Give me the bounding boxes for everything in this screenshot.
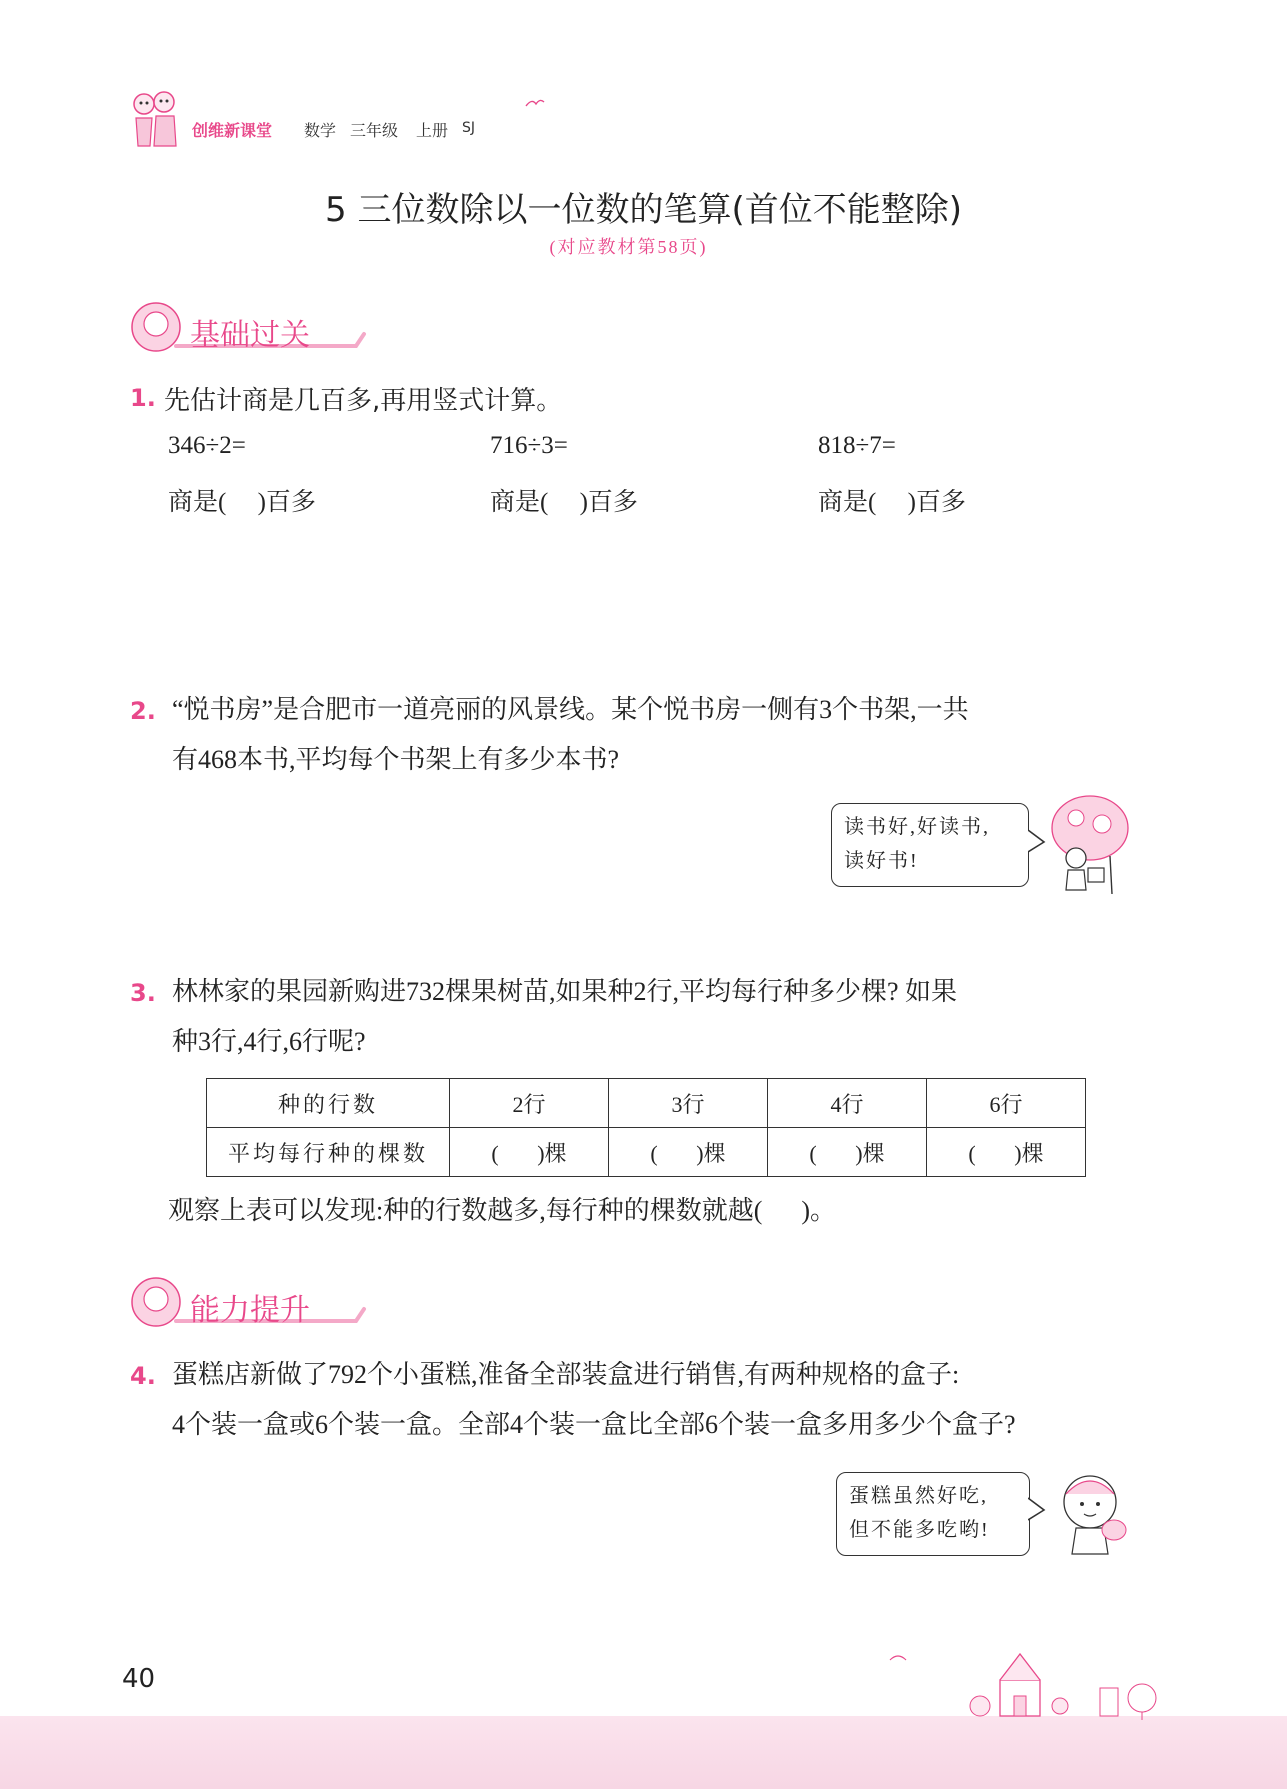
table-row-rows — [207, 1079, 1086, 1128]
girl-reading-tree-icon — [1046, 790, 1132, 900]
question-2-line-2: 有468本书,平均每个书架上有多少本书? — [172, 745, 620, 774]
question-number-2: 2. — [130, 697, 156, 725]
question-number-3: 3. — [130, 979, 156, 1007]
section-title-advanced: 能力提升 — [190, 1293, 310, 1328]
table-cell-rows-4: 4行 — [768, 1079, 927, 1128]
speech-bubble-reading — [831, 803, 1029, 887]
bubble-tail-icon — [1028, 1496, 1048, 1522]
q1-expression-3: 818÷7= — [818, 432, 896, 459]
table-blank-3[interactable]: ( )棵 — [609, 1128, 768, 1177]
section-title-basic: 基础过关 — [190, 318, 310, 353]
question-number-1: 1. — [130, 384, 156, 412]
table-header-average: 平均每行种的棵数 — [207, 1128, 450, 1177]
bird-icon — [524, 96, 546, 112]
header-logo-kids — [126, 88, 182, 152]
table-cell-rows-2: 2行 — [450, 1079, 609, 1128]
question-3-conclusion: 观察上表可以发现:种的行数越多,每行种的棵数就越( )。 — [168, 1196, 837, 1225]
table-cell-rows-3: 3行 — [609, 1079, 768, 1128]
question-3-line-1: 林林家的果园新购进732棵果树苗,如果种2行,平均每行种多少棵? 如果 — [172, 977, 958, 1006]
bubble-reading-line-1: 读书好,好读书, — [844, 816, 990, 838]
table-blank-6[interactable]: ( )棵 — [927, 1128, 1086, 1177]
header-grade: 三年级 — [350, 121, 399, 140]
speech-bubble-cake — [836, 1472, 1030, 1556]
section-banner-advanced — [128, 1273, 368, 1331]
question-4-line-1: 蛋糕店新做了792个小蛋糕,准备全部装盒进行销售,有两种规格的盒子: — [172, 1360, 960, 1389]
header-brand: 创维新课堂 — [192, 123, 273, 140]
table-row-average — [207, 1128, 1086, 1177]
lesson-title: 5 三位数除以一位数的笔算(首位不能整除) — [325, 190, 962, 230]
girl-with-cake-icon — [1052, 1470, 1136, 1558]
bubble-reading-line-2: 读好书! — [844, 850, 919, 872]
textbook-page-reference: (对应教材第58页) — [549, 237, 708, 257]
section-banner-basic — [128, 298, 368, 356]
bubble-tail-icon — [1028, 828, 1048, 854]
planting-table — [206, 1078, 1086, 1177]
question-3-line-2: 种3行,4行,6行呢? — [172, 1027, 366, 1056]
q1-expression-2: 716÷3= — [490, 432, 568, 459]
table-blank-2[interactable]: ( )棵 — [450, 1128, 609, 1177]
castle-decoration-icon — [880, 1640, 1170, 1720]
table-header-rows: 种的行数 — [207, 1079, 450, 1128]
bubble-cake-line-2: 但不能多吃哟! — [849, 1519, 990, 1541]
question-4-line-2: 4个装一盒或6个装一盒。全部4个装一盒比全部6个装一盒多用多少个盒子? — [172, 1410, 1016, 1439]
q1-quotient-prompt-3: 商是( )百多 — [818, 489, 966, 516]
question-2-line-1: “悦书房”是合肥市一道亮丽的风景线。某个悦书房一侧有3个书架,一共 — [172, 695, 969, 724]
page-number: 40 — [122, 1664, 156, 1694]
question-1-text: 先估计商是几百多,再用竖式计算。 — [164, 386, 563, 416]
question-number-4: 4. — [130, 1362, 156, 1390]
q1-quotient-prompt-1: 商是( )百多 — [168, 489, 316, 516]
footer-band — [0, 1716, 1287, 1789]
table-cell-rows-6: 6行 — [927, 1079, 1086, 1128]
q1-expression-1: 346÷2= — [168, 432, 246, 459]
header-edition: SJ — [462, 120, 476, 136]
q1-quotient-prompt-2: 商是( )百多 — [490, 489, 638, 516]
table-blank-4[interactable]: ( )棵 — [768, 1128, 927, 1177]
header-subject: 数学 — [304, 121, 337, 140]
bubble-cake-line-1: 蛋糕虽然好吃, — [849, 1485, 988, 1507]
header-volume: 上册 — [416, 121, 449, 140]
